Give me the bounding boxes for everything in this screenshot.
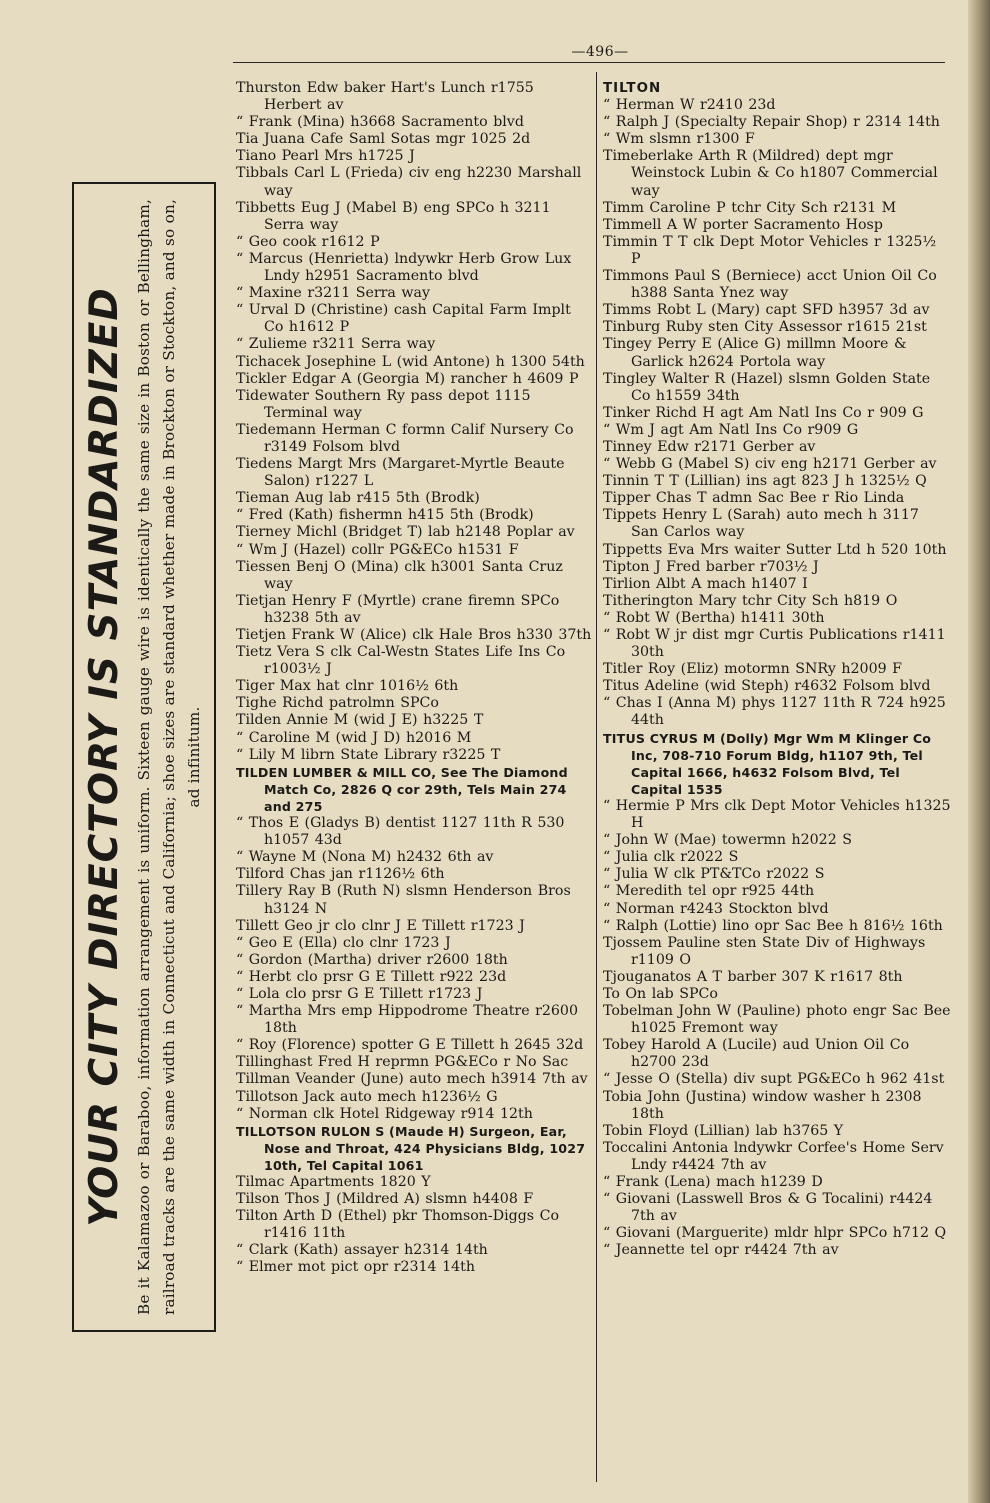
directory-entry: “ Wm slsmn r1300 F — [603, 131, 755, 148]
advertisement-rotated — [80, 193, 208, 1321]
directory-entry: Tillinghast Fred H reprmn PG&ECo r No Sac — [236, 1054, 569, 1071]
directory-entry: Tiedens Margt Mrs (Margaret-Myrtle Beaute Salon) r1227 L — [236, 456, 565, 490]
directory-entry: “ Zulieme r3211 Serra way — [236, 336, 436, 353]
directory-entry: “ Wm J (Hazel) collr PG&ECo h1531 F — [236, 541, 519, 558]
directory-entry: TITUS CYRUS M (Dolly) Mgr Wm M Klinger Co Inc, 708-710 Forum Bldg, h1107 9th, Tel Capital 1666, h4632 Folsom Blvd, Tel Capital 1535 — [603, 730, 932, 797]
directory-entry: “ Hermie P Mrs clk Dept Motor Vehicles h1325 H — [603, 797, 951, 832]
directory-entry: Tobelman John W (Pauline) photo engr Sac Bee h1025 Fremont way — [603, 1003, 951, 1037]
directory-entry: “ Marcus (Henrietta) lndywkr Herb Grow Lux Lndy h2951 Sacramento blvd — [236, 250, 572, 285]
top-rule — [233, 62, 945, 63]
directory-entry: Titler Roy (Eliz) motormn SNRy h2009 F — [603, 661, 902, 678]
directory-entry: Tirlion Albt A mach h1407 I — [603, 575, 808, 592]
directory-entry: Tilden Annie M (wid J E) h3225 T — [236, 712, 484, 729]
directory-entry: “ John W (Mae) towermn h2022 S — [603, 832, 852, 849]
directory-entry: Tiano Pearl Mrs h1725 J — [236, 148, 415, 165]
directory-entry: “ Clark (Kath) assayer h2314 14th — [236, 1242, 488, 1259]
directory-entry: Tietz Vera S clk Cal-Westn States Life Ins Co r1003½ J — [236, 644, 566, 678]
directory-entry: Tierney Michl (Bridget T) lab h2148 Poplar av — [236, 524, 575, 541]
directory-entry: Tobey Harold A (Lucile) aud Union Oil Co h2700 23d — [603, 1037, 910, 1071]
directory-entry: Tiedemann Herman C formn Calif Nursery Co r3149 Folsom blvd — [236, 421, 574, 455]
directory-entry: Tinney Edw r2171 Gerber av — [603, 438, 816, 455]
directory-entry: “ Herman W r2410 23d — [603, 97, 776, 114]
directory-entry: Timeberlake Arth R (Mildred) dept mgr Weinstock Lubin & Co h1807 Commercial way — [603, 148, 938, 199]
directory-entry: “ Robt W jr dist mgr Curtis Publications r1411 30th — [603, 627, 946, 661]
directory-entry: “ Caroline M (wid J D) h2016 M — [236, 729, 472, 746]
directory-entry: “ Martha Mrs emp Hippodrome Theatre r2600 18th — [236, 1003, 578, 1037]
directory-entry: Tiessen Benj O (Mina) clk h3001 Santa Cruz way — [236, 558, 563, 592]
directory-entry: “ Giovani (Marguerite) mldr hlpr SPCo h712 Q — [603, 1225, 947, 1242]
directory-entry: Tibbetts Eug J (Mabel B) eng SPCo h 3211 Serra way — [236, 199, 551, 233]
directory-entry: “ Thos E (Gladys B) dentist 1127 11th R 530 h1057 43d — [236, 815, 565, 849]
directory-entry: “ Geo E (Ella) clo clnr 1723 J — [236, 934, 451, 951]
directory-entry: “ Meredith tel opr r925 44th — [603, 883, 815, 900]
directory-entry: Tickler Edgar A (Georgia M) rancher h 4609 P — [236, 370, 579, 387]
directory-entry: “ Robt W (Bertha) h1411 30th — [603, 609, 825, 626]
directory-entry: Tinburg Ruby sten City Assessor r1615 21st — [603, 319, 927, 336]
directory-entry: Tobin Floyd (Lillian) lab h3765 Y — [603, 1122, 844, 1139]
directory-entry: “ Wayne M (Nona M) h2432 6th av — [236, 849, 494, 866]
directory-entry: To On lab SPCo — [603, 985, 718, 1002]
directory-entry: “ Julia clk r2022 S — [603, 849, 739, 866]
directory-entry: Toccalini Antonia lndywkr Corfee's Home Serv Lndy r4424 7th av — [603, 1139, 944, 1173]
directory-entry: “ Fred (Kath) fishermn h415 5th (Brodk) — [236, 507, 534, 524]
directory-entry: “ Wm J agt Am Natl Ins Co r909 G — [603, 421, 859, 438]
directory-entry: Tillett Geo jr clo clnr J E Tillett r1723 J — [236, 917, 525, 934]
directory-entry: Tipton J Fred barber r703½ J — [603, 558, 819, 575]
directory-entry: Tipper Chas T admn Sac Bee r Rio Linda — [603, 490, 905, 507]
directory-entry: “ Norman r4243 Stockton blvd — [603, 900, 829, 917]
directory-entry: “ Ralph (Lottie) lino opr Sac Bee h 816½ 16th — [603, 917, 943, 934]
advertisement-body: Be it Kalamazoo or Baraboo, information arrangement is uniform. Sixteen gauge wire is identically the same size in Boston or Bellingham, railroad tracks are the same width in Connecticut and California; shoe sizes are standard whether made in Brockton or Stockton, and so on, ad infinitum. — [135, 199, 203, 1315]
advertisement-headline: YOUR CITY DIRECTORY IS STANDARDIZED — [82, 287, 127, 1227]
directory-entry: “ Lily M librn State Library r3225 T — [236, 746, 501, 763]
directory-entry: Tilton Arth D (Ethel) pkr Thomson-Diggs Co r1416 11th — [236, 1208, 559, 1242]
directory-entry: “ Frank (Lena) mach h1239 D — [603, 1174, 823, 1190]
directory-entry: TILDEN LUMBER & MILL CO, See The Diamond Match Co, 2826 Q cor 29th, Tels Main 274 and 275 — [236, 764, 568, 814]
directory-entry: “ Chas I (Anna M) phys 1127 11th R 724 h925 44th — [603, 695, 946, 729]
directory-entry: Timmons Paul S (Berniece) acct Union Oil Co h388 Santa Ynez way — [603, 268, 937, 302]
directory-entry: “ Herbt clo prsr G E Tillett r922 23d — [236, 968, 507, 985]
directory-entry: Titherington Mary tchr City Sch h819 O — [603, 592, 898, 609]
directory-entry: Tjouganatos A T barber 307 K r1617 8th — [603, 968, 903, 985]
directory-entry: Thurston Edw baker Hart's Lunch r1755 Herbert av — [236, 80, 534, 114]
directory-entry: Tinker Richd H agt Am Natl Ins Co r 909 G — [603, 404, 924, 421]
directory-entry: Tjossem Pauline sten State Div of Highways r1109 O — [603, 934, 926, 968]
directory-entry: “ Urval D (Christine) cash Capital Farm Implt Co h1612 P — [236, 302, 571, 336]
directory-entry: “ Jeannette tel opr r4424 7th av — [603, 1242, 839, 1259]
directory-entry: Tighe Richd patrolmn SPCo — [236, 695, 439, 712]
directory-entry: Timms Robt L (Mary) capt SFD h3957 3d av — [603, 302, 930, 319]
directory-entry: Tobia John (Justina) window washer h 2308 18th — [603, 1088, 922, 1122]
directory-entry: Tillotson Jack auto mech h1236½ G — [236, 1088, 498, 1105]
page-number: —496— — [571, 44, 629, 60]
directory-entry: Tingey Perry E (Alice G) millmn Moore & Garlick h2624 Portola way — [603, 336, 907, 370]
directory-entry: Tietjan Henry F (Myrtle) crane firemn SPCo h3238 5th av — [236, 592, 560, 626]
directory-entry: “ Jesse O (Stella) div supt PG&ECo h 962 41st — [603, 1071, 945, 1088]
directory-entry: Tippets Henry L (Sarah) auto mech h 3117 San Carlos way — [603, 507, 919, 541]
directory-entry: Tilmac Apartments 1820 Y — [236, 1174, 431, 1190]
directory-entry: Timmell A W porter Sacramento Hosp — [603, 216, 883, 233]
directory-column-right — [603, 80, 951, 1259]
directory-entry: Tiger Max hat clnr 1016½ 6th — [236, 678, 459, 695]
directory-entry: “ Maxine r3211 Serra way — [236, 285, 430, 302]
directory-entry: TILLOTSON RULON S (Maude H) Surgeon, Ear, Nose and Throat, 424 Physicians Bldg, 1027 10th, Tel Capital 1061 — [236, 1123, 586, 1173]
column-divider — [596, 72, 597, 1482]
directory-entry: Tippetts Eva Mrs waiter Sutter Ltd h 520 10th — [603, 541, 947, 558]
directory-entry: Tingley Walter R (Hazel) slsmn Golden State Co h1559 34th — [603, 370, 931, 404]
directory-entry: Tillery Ray B (Ruth N) slsmn Henderson Bros h3124 N — [236, 883, 571, 917]
directory-entry: Tidewater Southern Ry pass depot 1115 Terminal way — [236, 387, 531, 421]
directory-entry: “ Elmer mot pict opr r2314 14th — [236, 1259, 475, 1276]
directory-entry: Tia Juana Cafe Saml Sotas mgr 1025 2d — [236, 131, 531, 148]
directory-entry: “ Julia W clk PT&TCo r2022 S — [603, 866, 825, 883]
directory-entry: “ Norman clk Hotel Ridgeway r914 12th — [236, 1105, 533, 1122]
directory-entry: “ Giovani (Lasswell Bros & G Tocalini) r4424 7th av — [603, 1191, 933, 1225]
directory-entry: “ Frank (Mina) h3668 Sacramento blvd — [236, 114, 524, 131]
directory-entry: Tichacek Josephine L (wid Antone) h 1300 54th — [236, 353, 585, 370]
directory-entry: Tillman Veander (June) auto mech h3914 7th av — [236, 1071, 588, 1088]
directory-entry: Tinnin T T (Lillian) ins agt 823 J h 1325½ Q — [603, 473, 927, 490]
directory-entry: Tilford Chas jan r1126½ 6th — [236, 866, 445, 883]
directory-entry: Tibbals Carl L (Frieda) civ eng h2230 Marshall way — [236, 165, 582, 199]
directory-entry: Tilson Thos J (Mildred A) slsmn h4408 F — [236, 1191, 534, 1208]
surname-heading: TILTON — [603, 81, 662, 96]
book-spine-shadow — [968, 0, 990, 1503]
advertisement-box — [72, 182, 216, 1332]
directory-entry: Tieman Aug lab r415 5th (Brodk) — [236, 490, 480, 507]
directory-column-left — [236, 80, 592, 1277]
directory-entry: “ Roy (Florence) spotter G E Tillett h 2645 32d — [236, 1037, 584, 1054]
directory-entry: “ Lola clo prsr G E Tillett r1723 J — [236, 985, 483, 1002]
directory-entry: “ Webb G (Mabel S) civ eng h2171 Gerber av — [603, 456, 937, 473]
directory-entry: Tietjen Frank W (Alice) clk Hale Bros h330 37th — [236, 627, 592, 643]
directory-entry: Timmin T T clk Dept Motor Vehicles r 1325½ P — [603, 233, 937, 267]
directory-entry: Timm Caroline P tchr City Sch r2131 M — [603, 199, 897, 216]
directory-entry: “ Gordon (Martha) driver r2600 18th — [236, 951, 508, 968]
directory-entry: Titus Adeline (wid Steph) r4632 Folsom blvd — [603, 678, 931, 695]
directory-entry: “ Ralph J (Specialty Repair Shop) r 2314 14th — [603, 114, 940, 131]
directory-entry: “ Geo cook r1612 P — [236, 233, 380, 250]
